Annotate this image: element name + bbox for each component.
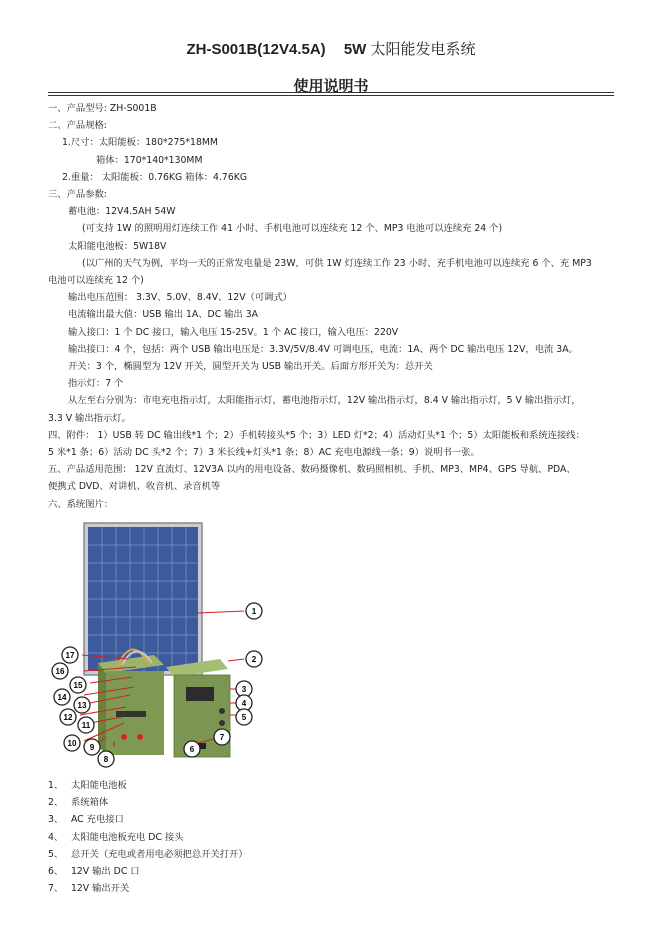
svg-text:13: 13 <box>77 701 87 710</box>
param-input: 输入接口：1 个 DC 接口，输入电压 15-25V。1 个 AC 接口，输入电压：220V <box>68 326 399 338</box>
param-battery: 蓄电池：12V4.5AH 54W <box>68 206 176 218</box>
param-panel-note-cont: 电池可以连续充 12 个) <box>48 275 144 287</box>
param-indicator: 指示灯：7 个 <box>68 378 124 390</box>
svg-text:7: 7 <box>219 733 225 742</box>
svg-text:14: 14 <box>57 693 67 702</box>
svg-text:9: 9 <box>89 743 95 752</box>
section-photo: 六、系统图片： <box>48 498 114 510</box>
callout-16 <box>52 663 68 679</box>
callout-7 <box>214 729 230 745</box>
param-current: 电流输出最大值：USB 输出 1A、DC 输出 3A <box>68 309 258 321</box>
callout-6 <box>184 741 200 757</box>
svg-text:2: 2 <box>251 655 257 664</box>
section-usage-cont: 便携式 DVD、对讲机、收音机、录音机等 <box>48 481 221 493</box>
title-name: 太阳能发电系统 <box>370 40 476 58</box>
svg-text:6: 6 <box>189 745 195 754</box>
section-usage: 五、产品适用范围： 12V 直流灯、12V3A 以内的用电设备、数码摄像机、数码照相机、手机、MP3、MP4、GPS 导航、PDA、 <box>48 464 576 476</box>
legend-item <box>48 829 248 846</box>
spec-size: 1.尺寸：太阳能板：180*275*18MM <box>62 137 218 149</box>
param-output: 输出接口：4 个，包括：两个 USB 输出电压是：3.3V/5V/8.4V 可调电压，电流：1A、两个 DC 输出电压 12V，电流 3A。 <box>68 343 578 355</box>
component-legend <box>48 777 248 897</box>
param-switch: 开关：3 个，椭圆型为 12V 开关，圆型开关为 USB 输出开关。后面方形开关为：总开关 <box>68 361 433 373</box>
callout-13 <box>74 697 90 713</box>
section-model: 一、产品型号: ZH-S001B <box>48 103 157 114</box>
document-body <box>48 100 618 513</box>
callout-10 <box>64 735 80 751</box>
legend-num: 2、 <box>48 797 64 809</box>
svg-text:10: 10 <box>67 739 77 748</box>
title-power: 5W <box>343 41 367 58</box>
system-photo <box>36 515 276 770</box>
legend-text: 总开关（充电或者用电必须把总开关打开） <box>70 848 248 860</box>
section-params: 三、产品参数: <box>48 189 107 201</box>
divider-line <box>48 95 614 96</box>
svg-text:12: 12 <box>63 713 73 722</box>
callout-5 <box>236 709 252 725</box>
legend-item <box>48 846 248 863</box>
svg-text:15: 15 <box>73 681 83 690</box>
legend-item <box>48 811 248 828</box>
title-model: ZH-S001B(12V4.5A) <box>186 41 326 58</box>
param-panel: 太阳能电池板：5W18V <box>68 240 167 252</box>
svg-text:3: 3 <box>241 685 247 694</box>
legend-num: 1、 <box>48 780 64 791</box>
svg-text:16: 16 <box>55 667 65 676</box>
callout-1 <box>246 603 262 619</box>
callout-17 <box>62 647 78 663</box>
legend-num: 4、 <box>48 831 64 843</box>
legend-item <box>48 880 248 897</box>
legend-text: 太阳能电池板 <box>70 780 127 791</box>
divider-line <box>48 92 614 93</box>
legend-item <box>48 777 248 794</box>
svg-text:4: 4 <box>241 699 247 708</box>
legend-text: 系统箱体 <box>70 797 109 809</box>
legend-item <box>48 794 248 811</box>
controller-box-image <box>98 649 164 755</box>
callout-14 <box>54 689 70 705</box>
legend-text: 太阳能电池板充电 DC 接头 <box>70 831 184 843</box>
callout-15 <box>70 677 86 693</box>
spec-weight: 2.重量： 太阳能板：0.76KG 箱体：4.76KG <box>62 171 248 183</box>
callout-8 <box>98 751 114 767</box>
svg-text:17: 17 <box>65 651 75 660</box>
callout-12 <box>60 709 76 725</box>
callout-11 <box>78 717 94 733</box>
svg-text:1: 1 <box>251 607 257 616</box>
param-voltage: 输出电压范围： 3.3V、5.0V、8.4V、12V（可调式） <box>68 292 293 304</box>
document-subtitle: 使用说明书 <box>293 77 369 95</box>
document-title <box>0 38 662 59</box>
param-indicator-list-cont: 3.3 V 输出指示灯。 <box>48 412 131 424</box>
param-battery-note: (可支持 1W 的照明用灯连续工作 41 小时、手机电池可以连续充 12 个、MP3 电池可以连续充 24 个) <box>82 223 503 235</box>
svg-text:8: 8 <box>103 755 109 764</box>
legend-num: 3、 <box>48 814 64 826</box>
legend-num: 5、 <box>48 848 64 860</box>
section-accessories-cont: 5 米*1 条；6）活动 DC 头*2 个；7）3 米长线+灯头*1 条；8）AC 充电电源线一条；9）说明书一张。 <box>48 447 480 459</box>
legend-text: 12V 输出 DC 口 <box>70 866 140 878</box>
section-spec: 二、产品规格: <box>48 120 107 132</box>
param-panel-note: (以广州的天气为例，平均一天的正常发电量是 23W，可供 1W 灯连续工作 23 小时、充手机电池可以连续充 6 个、充 MP3 <box>82 257 592 269</box>
legend-item <box>48 863 248 880</box>
svg-text:11: 11 <box>81 721 91 730</box>
svg-text:5: 5 <box>241 713 247 722</box>
legend-text: 12V 输出开关 <box>70 883 130 895</box>
callout-9 <box>84 739 100 755</box>
legend-num: 6、 <box>48 866 64 878</box>
param-indicator-list: 从左至右分别为：市电充电指示灯，太阳能指示灯，蓄电池指示灯，12V 输出指示灯，8.4 V 输出指示灯，5 V 输出指示灯， <box>68 395 581 407</box>
legend-num: 7、 <box>48 883 64 895</box>
spec-box-size: 箱体：170*140*130MM <box>96 154 203 166</box>
callout-2 <box>246 651 262 667</box>
legend-text: AC 充电接口 <box>70 814 124 826</box>
section-accessories: 四、附件： 1）USB 转 DC 输出线*1 个；2）手机转接头*5 个；3）LED 灯*2；4）活动灯头*1 个；5）太阳能板和系统连接线： <box>48 429 585 441</box>
